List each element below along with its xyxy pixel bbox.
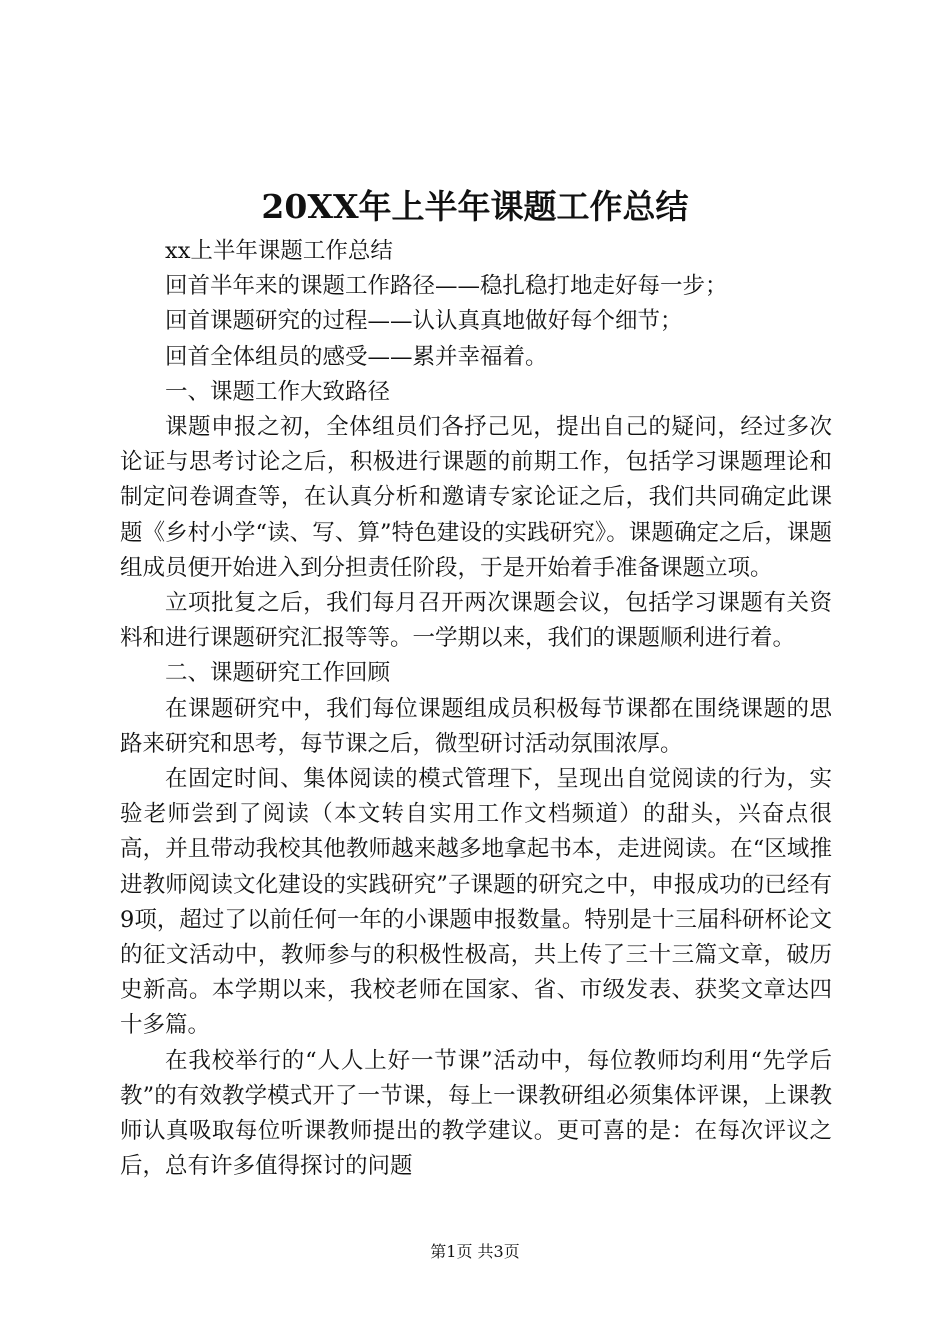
section-heading-1: 一、课题工作大致路径 (165, 378, 391, 405)
document-title: 20XX年上半年课题工作总结 (261, 187, 689, 226)
paragraph-body: 在固定时间、集体阅读的模式管理下，呈现出自觉阅读的行为，实验老师尝到了阅读（本文转自实用工作文档频道）的甜头，兴奋点很高，并且带动我校其他教师越来越多地拿起书本，走进阅读。在“区域推进教师阅读文化建设的实践研究”子课题的研究之中，申报成功的已经有9项，超过了以前任何一年的小课题申报数量。特别是十三届科研杯论文的征文活动中，教师参与的积极性极高，共上传了三十三篇文章，破历史新高。本学期以来，我校老师在国家、省、市级发表、获奖文章达四十多篇。 (120, 766, 832, 1039)
paragraph-intro-2: 回首课题研究的过程——认认真真地做好每个细节； (165, 308, 683, 335)
paragraph-body: 在我校举行的“人人上好一节课”活动中，每位教师均利用“先学后教”的有效教学模式开了一节课，每上一课教研组必须集体评课，上课教师认真吸取每位听课教师提出的教学建议。更可喜的是：在每次评议之后，总有许多值得探讨的问题 (120, 1047, 832, 1180)
document-body (120, 234, 832, 1184)
paragraph-subtitle: xx上半年课题工作总结 (165, 238, 393, 264)
paragraph-intro-3: 回首全体组员的感受——累并幸福着。 (165, 343, 548, 370)
paragraph-body: 课题申报之初，全体组员们各抒己见，提出自己的疑问，经过多次论证与思考讨论之后，积极进行课题的前期工作，包括学习课题理论和制定问卷调查等，在认真分析和邀请专家论证之后，我们共同确定此课题《乡村小学“读、写、算”特色建设的实践研究》。课题确定之后，课题组成员便开始进入到分担责任阶段，于是开始着手准备课题立项。 (120, 414, 832, 581)
paragraph-body: 立项批复之后，我们每月召开两次课题会议，包括学习课题有关资料和进行课题研究汇报等等。一学期以来，我们的课题顺利进行着。 (120, 590, 832, 652)
paragraph-body: 在课题研究中，我们每位课题组成员积极每节课都在围绕课题的思路来研究和思考，每节课之后，微型研讨活动氛围浓厚。 (120, 695, 832, 757)
paragraph-intro-1: 回首半年来的课题工作路径——稳扎稳打地走好每一步； (165, 273, 728, 300)
section-heading-2: 二、课题研究工作回顾 (165, 660, 391, 687)
page-number-footer: 第1页 共3页 (430, 1242, 520, 1261)
